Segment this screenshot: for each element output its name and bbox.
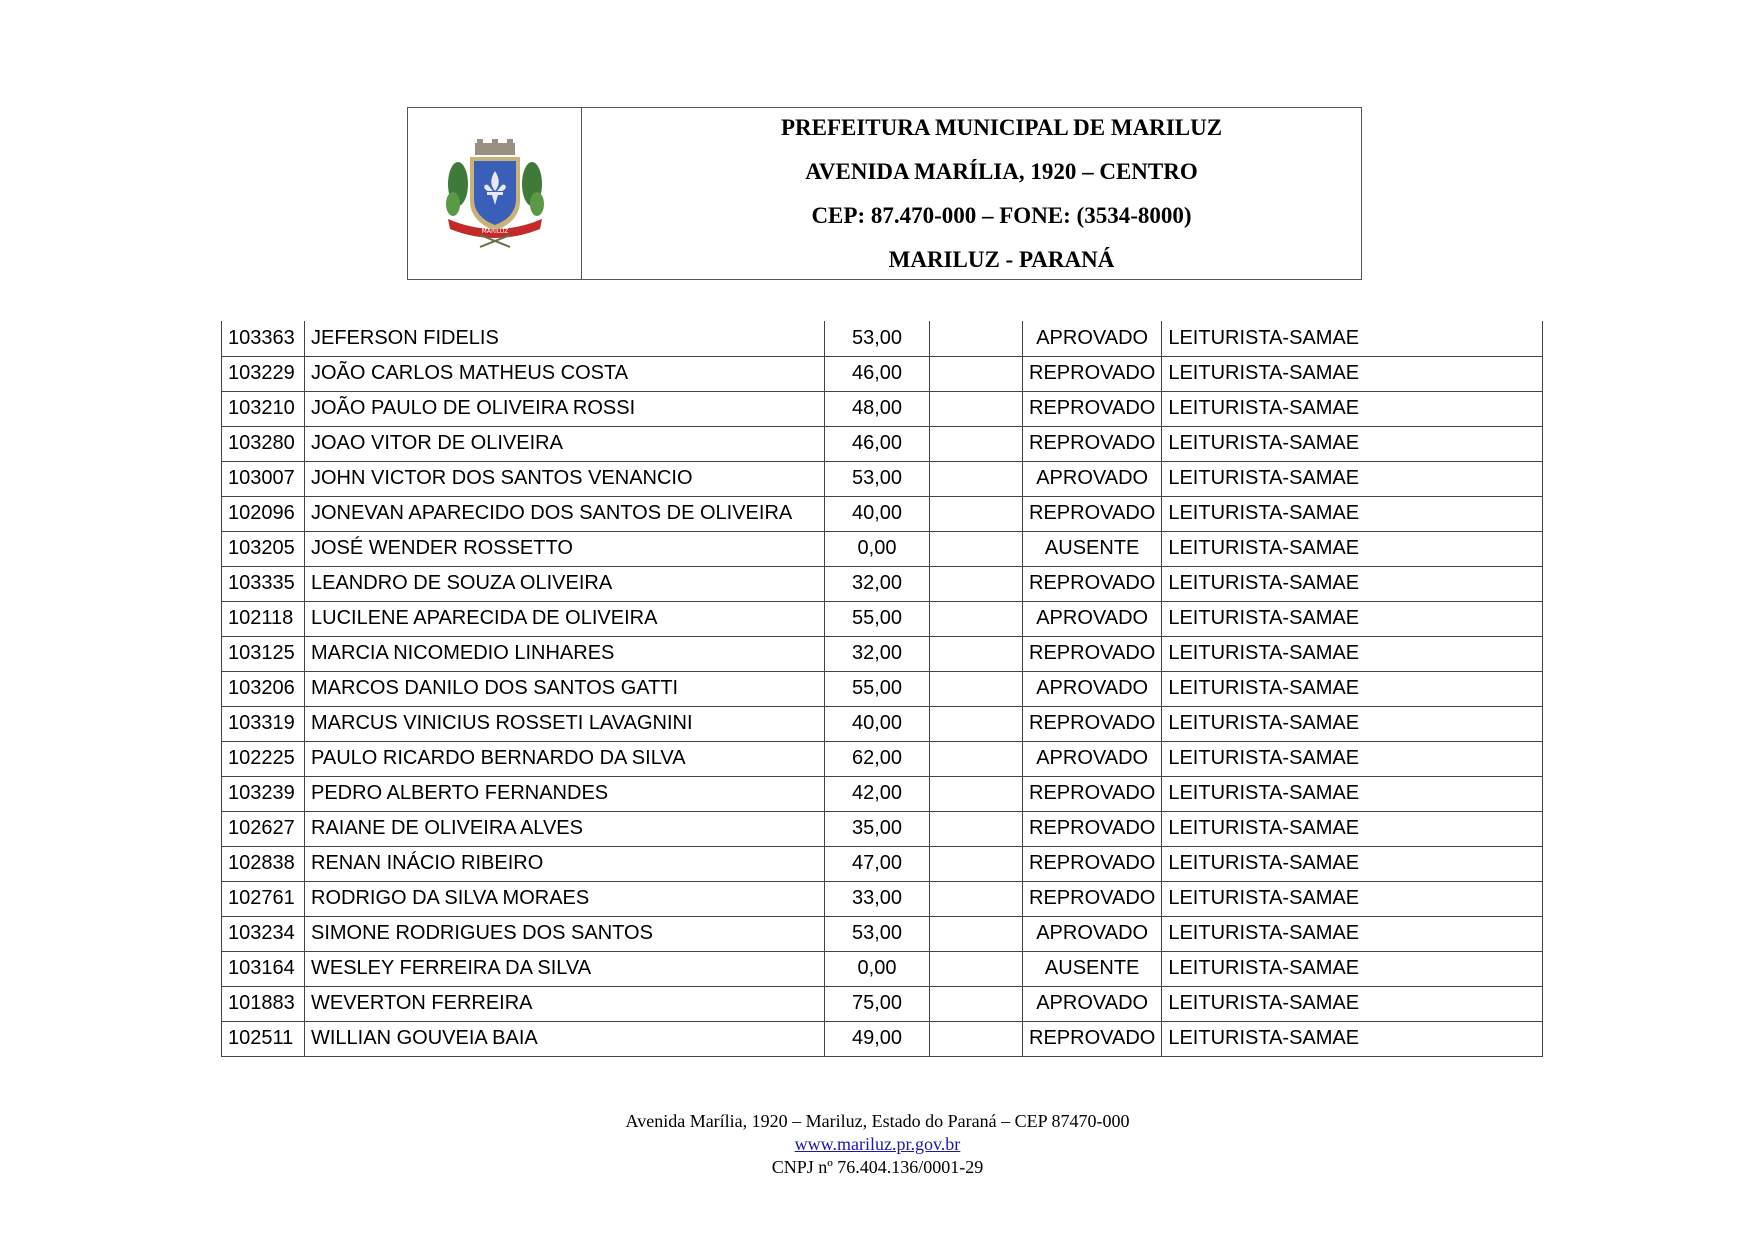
logo-caption: MARILUZ [481, 227, 508, 235]
cell-position: LEITURISTA-SAMAE [1162, 776, 1543, 811]
cell-score: 40,00 [825, 706, 930, 741]
cell-registration-number: 103206 [222, 671, 305, 706]
cell-empty [930, 461, 1023, 496]
cell-status: APROVADO [1023, 741, 1162, 776]
cell-position: LEITURISTA-SAMAE [1162, 951, 1543, 986]
cell-candidate-name: LUCILENE APARECIDA DE OLIVEIRA [305, 601, 825, 636]
cell-position: LEITURISTA-SAMAE [1162, 496, 1543, 531]
table-row [222, 531, 1543, 566]
table-row [222, 671, 1543, 706]
cell-score: 0,00 [825, 951, 930, 986]
table-row [222, 636, 1543, 671]
table-row [222, 391, 1543, 426]
table-row [222, 881, 1543, 916]
cell-candidate-name: WEVERTON FERREIRA [305, 986, 825, 1021]
cell-score: 32,00 [825, 566, 930, 601]
cell-empty [930, 426, 1023, 461]
cell-score: 62,00 [825, 741, 930, 776]
cell-registration-number: 103280 [222, 426, 305, 461]
letterhead [407, 107, 1362, 280]
cell-position: LEITURISTA-SAMAE [1162, 426, 1543, 461]
cell-empty [930, 671, 1023, 706]
cell-position: LEITURISTA-SAMAE [1162, 986, 1543, 1021]
cell-status: REPROVADO [1023, 566, 1162, 601]
letterhead-text [582, 108, 1361, 279]
cell-status: REPROVADO [1023, 1021, 1162, 1056]
cell-status: REPROVADO [1023, 881, 1162, 916]
cell-score: 46,00 [825, 426, 930, 461]
table-row [222, 566, 1543, 601]
cell-candidate-name: JONEVAN APARECIDO DOS SANTOS DE OLIVEIRA [305, 496, 825, 531]
results-table [221, 321, 1543, 1057]
cell-empty [930, 706, 1023, 741]
cell-candidate-name: WESLEY FERREIRA DA SILVA [305, 951, 825, 986]
cell-candidate-name: SIMONE RODRIGUES DOS SANTOS [305, 916, 825, 951]
cell-score: 53,00 [825, 321, 930, 356]
coat-of-arms-logo [440, 139, 550, 249]
table-row [222, 321, 1543, 356]
table-row [222, 461, 1543, 496]
cell-registration-number: 102627 [222, 811, 305, 846]
cell-empty [930, 356, 1023, 391]
cell-empty [930, 741, 1023, 776]
cell-score: 48,00 [825, 391, 930, 426]
cell-empty [930, 916, 1023, 951]
cell-status: REPROVADO [1023, 356, 1162, 391]
cell-registration-number: 103125 [222, 636, 305, 671]
cell-candidate-name: PAULO RICARDO BERNARDO DA SILVA [305, 741, 825, 776]
cell-score: 75,00 [825, 986, 930, 1021]
footer-website-link[interactable]: www.mariluz.pr.gov.br [794, 1134, 961, 1154]
cell-status: REPROVADO [1023, 811, 1162, 846]
table-row [222, 601, 1543, 636]
cell-empty [930, 566, 1023, 601]
cell-status: AUSENTE [1023, 531, 1162, 566]
cell-registration-number: 102096 [222, 496, 305, 531]
table-row [222, 706, 1543, 741]
cell-status: REPROVADO [1023, 391, 1162, 426]
cell-status: REPROVADO [1023, 426, 1162, 461]
cell-position: LEITURISTA-SAMAE [1162, 391, 1543, 426]
cell-empty [930, 811, 1023, 846]
cell-candidate-name: PEDRO ALBERTO FERNANDES [305, 776, 825, 811]
cell-status: APROVADO [1023, 601, 1162, 636]
cell-status: AUSENTE [1023, 951, 1162, 986]
cell-score: 32,00 [825, 636, 930, 671]
cell-empty [930, 881, 1023, 916]
cell-position: LEITURISTA-SAMAE [1162, 321, 1543, 356]
cell-empty [930, 951, 1023, 986]
table-row [222, 356, 1543, 391]
cell-position: LEITURISTA-SAMAE [1162, 601, 1543, 636]
cell-empty [930, 321, 1023, 356]
table-row [222, 496, 1543, 531]
cell-empty [930, 496, 1023, 531]
cell-score: 42,00 [825, 776, 930, 811]
cell-status: APROVADO [1023, 321, 1162, 356]
table-row [222, 741, 1543, 776]
cell-registration-number: 103363 [222, 321, 305, 356]
cell-position: LEITURISTA-SAMAE [1162, 566, 1543, 601]
cell-candidate-name: LEANDRO DE SOUZA OLIVEIRA [305, 566, 825, 601]
cell-position: LEITURISTA-SAMAE [1162, 916, 1543, 951]
cell-empty [930, 601, 1023, 636]
institution-name: PREFEITURA MUNICIPAL DE MARILUZ [780, 114, 1223, 140]
cell-position: LEITURISTA-SAMAE [1162, 531, 1543, 566]
cell-status: REPROVADO [1023, 776, 1162, 811]
table-row [222, 951, 1543, 986]
cell-registration-number: 103239 [222, 776, 305, 811]
cell-status: REPROVADO [1023, 846, 1162, 881]
table-row [222, 811, 1543, 846]
cell-registration-number: 103335 [222, 566, 305, 601]
cell-score: 53,00 [825, 916, 930, 951]
cell-registration-number: 102838 [222, 846, 305, 881]
cell-candidate-name: JOAO VITOR DE OLIVEIRA [305, 426, 825, 461]
cell-candidate-name: MARCUS VINICIUS ROSSETI LAVAGNINI [305, 706, 825, 741]
cell-score: 40,00 [825, 496, 930, 531]
cell-position: LEITURISTA-SAMAE [1162, 881, 1543, 916]
cell-registration-number: 102118 [222, 601, 305, 636]
cell-registration-number: 102511 [222, 1021, 305, 1056]
cell-score: 47,00 [825, 846, 930, 881]
table-row [222, 846, 1543, 881]
table-row [222, 986, 1543, 1021]
cell-registration-number: 103164 [222, 951, 305, 986]
cell-candidate-name: RAIANE DE OLIVEIRA ALVES [305, 811, 825, 846]
table-row [222, 1021, 1543, 1056]
institution-address: AVENIDA MARÍLIA, 1920 – CENTRO [805, 158, 1198, 184]
cell-empty [930, 531, 1023, 566]
table-row [222, 426, 1543, 461]
cell-score: 49,00 [825, 1021, 930, 1056]
cell-status: REPROVADO [1023, 706, 1162, 741]
cell-empty [930, 986, 1023, 1021]
cell-candidate-name: JOHN VICTOR DOS SANTOS VENANCIO [305, 461, 825, 496]
cell-position: LEITURISTA-SAMAE [1162, 636, 1543, 671]
cell-empty [930, 776, 1023, 811]
cell-position: LEITURISTA-SAMAE [1162, 706, 1543, 741]
cell-position: LEITURISTA-SAMAE [1162, 741, 1543, 776]
cell-status: APROVADO [1023, 671, 1162, 706]
cell-registration-number: 102225 [222, 741, 305, 776]
cell-position: LEITURISTA-SAMAE [1162, 461, 1543, 496]
cell-registration-number: 102761 [222, 881, 305, 916]
cell-candidate-name: JOÃO CARLOS MATHEUS COSTA [305, 356, 825, 391]
cell-status: APROVADO [1023, 986, 1162, 1021]
cell-status: APROVADO [1023, 916, 1162, 951]
cell-empty [930, 846, 1023, 881]
cell-registration-number: 103205 [222, 531, 305, 566]
cell-registration-number: 103229 [222, 356, 305, 391]
cell-candidate-name: MARCIA NICOMEDIO LINHARES [305, 636, 825, 671]
cell-score: 35,00 [825, 811, 930, 846]
cell-score: 55,00 [825, 601, 930, 636]
cell-status: REPROVADO [1023, 636, 1162, 671]
cell-position: LEITURISTA-SAMAE [1162, 1021, 1543, 1056]
cell-score: 46,00 [825, 356, 930, 391]
cell-candidate-name: MARCOS DANILO DOS SANTOS GATTI [305, 671, 825, 706]
cell-score: 33,00 [825, 881, 930, 916]
table-row [222, 776, 1543, 811]
page-footer [0, 1110, 1755, 1179]
cell-position: LEITURISTA-SAMAE [1162, 671, 1543, 706]
cell-position: LEITURISTA-SAMAE [1162, 356, 1543, 391]
cell-status: APROVADO [1023, 461, 1162, 496]
cell-registration-number: 103234 [222, 916, 305, 951]
cell-candidate-name: JOSÉ WENDER ROSSETTO [305, 531, 825, 566]
cell-registration-number: 103210 [222, 391, 305, 426]
cell-candidate-name: WILLIAN GOUVEIA BAIA [305, 1021, 825, 1056]
cell-score: 0,00 [825, 531, 930, 566]
table-row [222, 916, 1543, 951]
cell-status: REPROVADO [1023, 496, 1162, 531]
cell-empty [930, 1021, 1023, 1056]
cell-empty [930, 636, 1023, 671]
cell-position: LEITURISTA-SAMAE [1162, 811, 1543, 846]
cell-registration-number: 103319 [222, 706, 305, 741]
cell-candidate-name: RENAN INÁCIO RIBEIRO [305, 846, 825, 881]
footer-cnpj: CNPJ nº 76.404.136/0001-29 [771, 1157, 984, 1177]
cell-registration-number: 103007 [222, 461, 305, 496]
cell-score: 55,00 [825, 671, 930, 706]
footer-address: Avenida Marília, 1920 – Mariluz, Estado do Paraná – CEP 87470-000 [625, 1111, 1130, 1131]
institution-city-state: MARILUZ - PARANÁ [888, 246, 1115, 272]
cell-candidate-name: JEFERSON FIDELIS [305, 321, 825, 356]
cell-candidate-name: JOÃO PAULO DE OLIVEIRA ROSSI [305, 391, 825, 426]
cell-position: LEITURISTA-SAMAE [1162, 846, 1543, 881]
institution-cep-phone: CEP: 87.470-000 – FONE: (3534-8000) [811, 202, 1192, 228]
cell-candidate-name: RODRIGO DA SILVA MORAES [305, 881, 825, 916]
cell-registration-number: 101883 [222, 986, 305, 1021]
cell-empty [930, 391, 1023, 426]
cell-score: 53,00 [825, 461, 930, 496]
results-table-body [222, 321, 1543, 1056]
coat-of-arms-cell [408, 108, 582, 279]
